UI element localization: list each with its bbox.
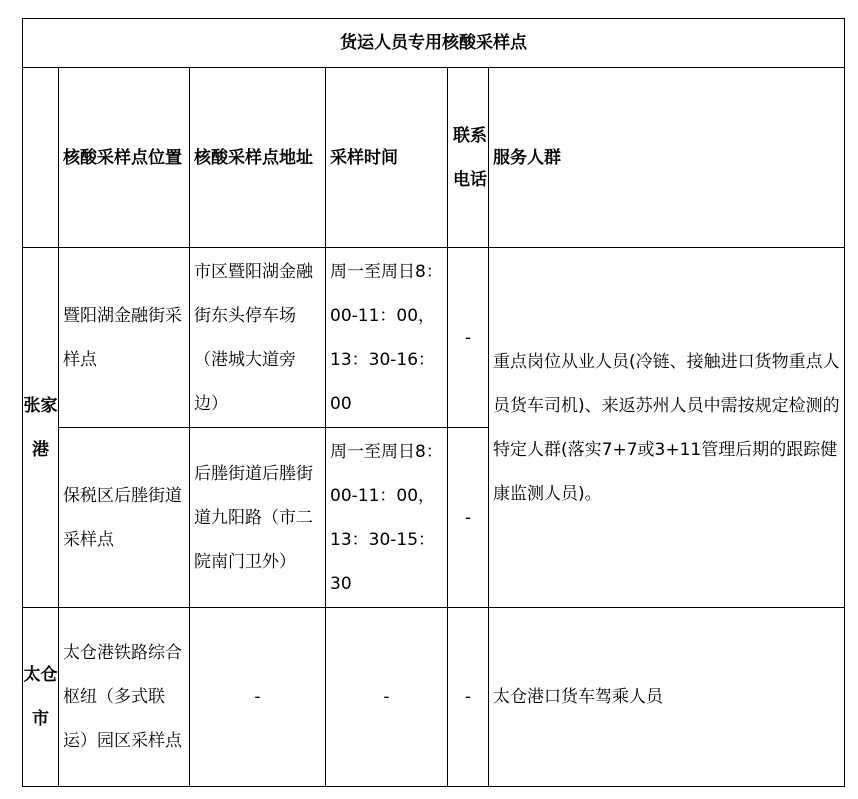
table-row bbox=[23, 608, 845, 787]
city-zhangjiagang: 张家港 bbox=[23, 248, 59, 608]
service-cell: 太仓港口货车驾乘人员 bbox=[489, 608, 845, 787]
phone-cell: - bbox=[448, 248, 489, 428]
header-location: 核酸采样点位置 bbox=[59, 68, 190, 248]
address-cell: 后塍街道后塍街道九阳路（市二院南门卫外） bbox=[190, 428, 326, 608]
location-cell: 暨阳湖金融街采样点 bbox=[59, 248, 190, 428]
time-cell: 周一至周日8：00-11：00，13：30-15：30 bbox=[326, 428, 448, 608]
header-address: 核酸采样点地址 bbox=[190, 68, 326, 248]
title-row bbox=[23, 19, 845, 68]
time-cell: - bbox=[326, 608, 448, 787]
time-cell: 周一至周日8：00-11：00，13：30-16：00 bbox=[326, 248, 448, 428]
header-phone: 联系电话 bbox=[448, 68, 489, 248]
phone-cell: - bbox=[448, 428, 489, 608]
header-service: 服务人群 bbox=[489, 68, 845, 248]
phone-cell: - bbox=[448, 608, 489, 787]
location-cell: 太仓港铁路综合枢纽（多式联运）园区采样点 bbox=[59, 608, 190, 787]
service-cell: 重点岗位从业人员(冷链、接触进口货物重点人员货车司机)、来返苏州人员中需按规定检测的特定人群(落实7+7或3+11管理后期的跟踪健康监测人员)。 bbox=[489, 248, 845, 608]
header-time: 采样时间 bbox=[326, 68, 448, 248]
address-cell: - bbox=[190, 608, 326, 787]
table-row bbox=[23, 248, 845, 428]
location-cell: 保税区后塍街道采样点 bbox=[59, 428, 190, 608]
header-row bbox=[23, 68, 845, 248]
sampling-sites-table bbox=[22, 18, 845, 787]
table-title: 货运人员专用核酸采样点 bbox=[23, 19, 845, 68]
city-taicang: 太仓市 bbox=[23, 608, 59, 787]
header-blank-cell bbox=[23, 68, 59, 248]
address-cell: 市区暨阳湖金融街东头停车场（港城大道旁边） bbox=[190, 248, 326, 428]
